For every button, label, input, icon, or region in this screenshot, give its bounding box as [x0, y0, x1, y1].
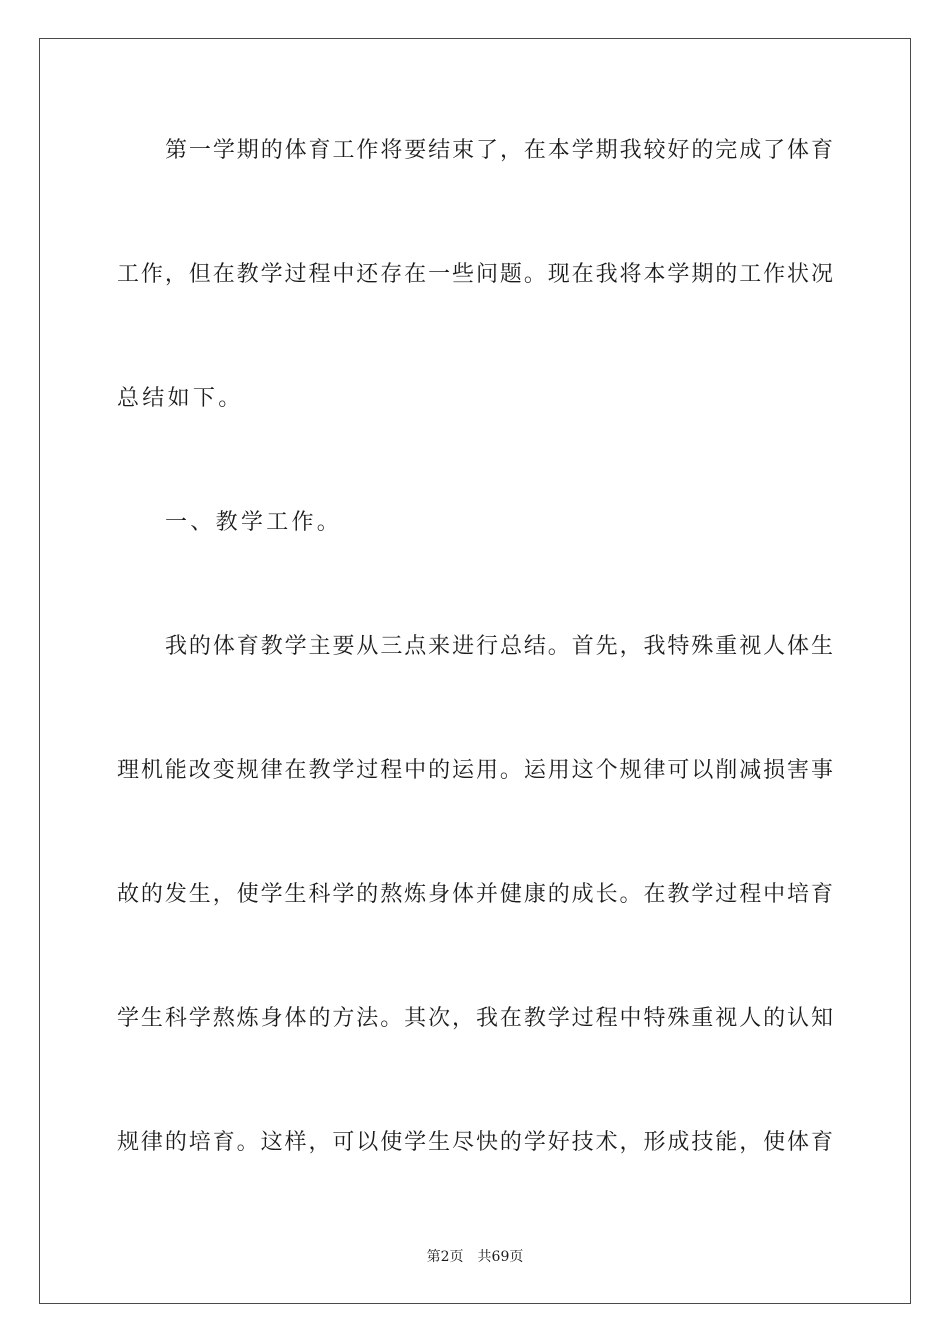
page-number: 第2页 — [426, 1249, 464, 1265]
paragraph-2-line-1: 我的体育教学主要从三点来进行总结。首先，我特殊重视人体生 — [165, 634, 833, 659]
paragraph-1-line-2: 工作，但在教学过程中还存在一些问题。现在我将本学期的工作状况 — [117, 262, 833, 287]
paragraph-1-line-3: 总结如下。 — [117, 386, 244, 411]
section-heading: 一、教学工作。 — [165, 510, 343, 535]
paragraph-2-line-2: 理机能改变规律在教学过程中的运用。运用这个规律可以削减损害事 — [117, 758, 833, 783]
page-frame — [39, 38, 911, 1304]
paragraph-2-line-4: 学生科学熬炼身体的方法。其次，我在教学过程中特殊重视人的认知 — [117, 1006, 833, 1031]
paragraph-2-line-3: 故的发生，使学生科学的熬炼身体并健康的成长。在教学过程中培育 — [117, 882, 833, 907]
paragraph-2-line-5: 规律的培育。这样，可以使学生尽快的学好技术，形成技能，使体育 — [117, 1130, 833, 1155]
page-footer — [0, 1247, 950, 1267]
paragraph-1-line-1: 第一学期的体育工作将要结束了，在本学期我较好的完成了体育 — [165, 138, 833, 163]
total-pages: 共69页 — [477, 1249, 524, 1265]
